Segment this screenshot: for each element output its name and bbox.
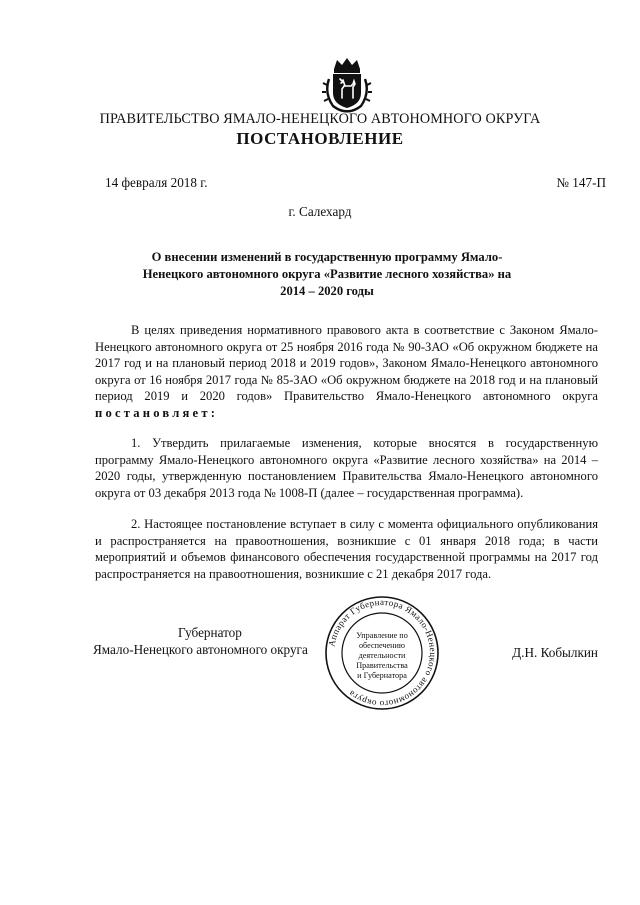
preamble-paragraph bbox=[95, 322, 598, 422]
svg-text:деятельности: деятельности bbox=[358, 651, 406, 660]
decree-title: О внесении изменений в государственную программу Ямало-Ненецкого автономного округа «Развитие лесного хозяйства» на 2014 – 2020 годы bbox=[142, 250, 512, 298]
document-type: ПОСТАНОВЛЕНИЕ bbox=[236, 129, 404, 148]
coat-of-arms-icon bbox=[321, 57, 373, 113]
resolves-keyword: постановляет: bbox=[95, 405, 219, 420]
clause-1-paragraph: 1. Утвердить прилагаемые изменения, которые вносятся в государственную программу Ямало-Ненецкого автономного округа «Развитие лесного хозяйства» на 2014 – 2020 годы, утвержденную постановлением Правительства Ямало-Ненецкого автономного округа от 03 декабря 2013 года № 1008-П (далее – государственная программа). bbox=[95, 436, 598, 500]
preamble-text: В целях приведения нормативного правового акта в соответствие с Законом Ямало-Ненецкого автономного округа от 25 ноября 2016 года № 90-ЗАО «Об окружном бюджете на 2017 год и на плановый период 2018 и 2019 годов», Законом Ямало-Ненецкого автономного округа от 16 ноября 2017 года № 85-ЗАО «Об окружном бюджете на 2018 год и на плановый период 2019 и 2020 годов» Правительство Ямало-Ненецкого автономного округа bbox=[95, 323, 598, 404]
svg-text:Управление по: Управление по bbox=[356, 631, 408, 640]
signatory-title-line2: Ямало-Ненецкого автономного округа bbox=[93, 642, 308, 657]
svg-text:обеспечению: обеспечению bbox=[358, 641, 406, 650]
official-stamp bbox=[317, 595, 447, 711]
svg-text:и Губернатора: и Губернатора bbox=[357, 671, 407, 680]
signatory-title-line1: Губернатор bbox=[178, 625, 242, 640]
decree-city: г. Салехард bbox=[288, 204, 352, 219]
svg-text:Аппарат Губернатора Ямало-Нене: Аппарат Губернатора Ямало-Ненецкого автономного округа bbox=[326, 596, 439, 710]
clause-2-paragraph: 2. Настоящее постановление вступает в силу с момента официального опубликования и распространяется на правоотношения, возникшие с 01 января 2018 года; в части мероприятий и объемов финансового обеспечения государственной программы на 2017 год распространяется на правоотношения, возникшие с 21 декабря 2017 года. bbox=[95, 517, 598, 581]
signatory-name: Д.Н. Кобылкин bbox=[512, 645, 598, 660]
decree-number: № 147-П bbox=[556, 175, 606, 190]
decree-date: 14 февраля 2018 г. bbox=[105, 175, 208, 190]
svg-text:Правительства: Правительства bbox=[356, 661, 408, 670]
government-name: ПРАВИТЕЛЬСТВО ЯМАЛО-НЕНЕЦКОГО АВТОНОМНОГО ОКРУГА bbox=[99, 111, 541, 127]
